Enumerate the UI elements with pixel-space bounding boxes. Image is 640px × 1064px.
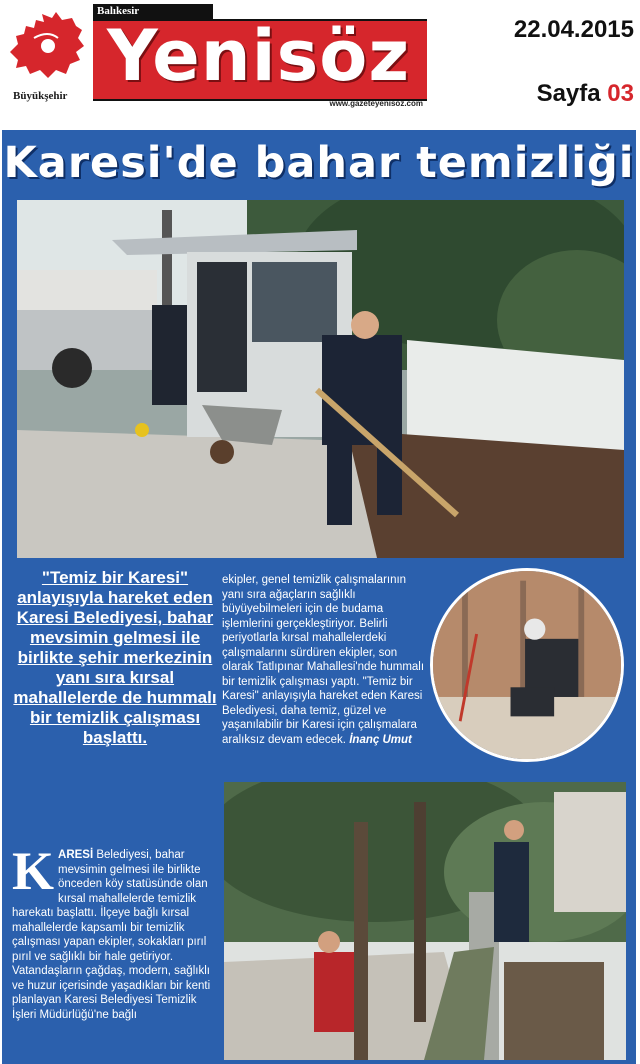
round-photo-worker-sweeping (430, 568, 624, 762)
issue-date: 22.04.2015 (513, 16, 634, 43)
article-author: İnanç Umut (349, 733, 412, 746)
article-body: Belediyesi, bahar mevsimin gelmesi ile birlikte önceden köy statüsünde olan kırsal mahallelerde temizlik harekatı başlattı. İlçeye bağlı kırsal mahallelerde kapsamlı bir temizlik çalışması yapan ekipler, sokakları pırıl pırıl ve sağlıklı bir hale getiriyor. Vatandaşların çağdaş, modern, sağlıklı ve huzur içerisinde yaşadıkları bir kenti planlayan Karesi Belediyesi Temizlik İşleri Müdürlüğü'ne bağlı (12, 849, 211, 1021)
page-label: Sayfa (536, 80, 601, 107)
buyuksehir-label: Büyükşehir (13, 90, 68, 102)
article-body-continued: ekipler, genel temizlik çalışmalarının yanı sıra ağaçların sağlıklı büyüyebilmeleri için de budama işlemlerini gerçekleştiriyor. Belirli periyotlarla kırsal mahallelerdeki çalışmalarını sürdüren ekipler, son olarak Tatlıpınar Mahallesi'nde hummalı bir temizlik çalışması yaptı. "Temiz bir Karesi" anlayışıyla hareket eden Karesi Belediyesi, daha temiz, güzel ve yaşanılabilir bir Karesi için çalışmalara aralıksız devam edecek. (222, 574, 425, 746)
bottom-photo-tree-pruning (224, 782, 626, 1060)
page-number-value: 03 (607, 80, 634, 107)
article-headline: Karesi'de bahar temizliği (3, 138, 635, 188)
turkey-map-logo-icon (6, 8, 86, 88)
article-dropcap-continuation: ARESİ (58, 849, 94, 861)
article-body-column-2 (222, 573, 430, 747)
page-number (537, 80, 634, 108)
masthead-city: Balıkesir (97, 5, 140, 17)
article-panel (2, 130, 636, 1064)
article-lead: "Temiz bir Karesi" anlayışıyla hareket eden Karesi Belediyesi, bahar mevsimin gelmesi ile birlikte şehir merkezinin yanı sıra kırsal mahallelerde de hummalı bir temizlik çalışması başlattı. (13, 568, 217, 747)
masthead-name-bar (93, 15, 427, 101)
article-dropcap: K (12, 841, 55, 901)
masthead (93, 4, 427, 110)
masthead-url: www.gazeteyenisoz.com (329, 99, 423, 108)
article-body-column-1 (12, 841, 216, 1022)
newspaper-name: Yenisöz (107, 15, 411, 97)
main-photo-street-cleaning (17, 200, 624, 558)
newspaper-header (0, 0, 640, 122)
